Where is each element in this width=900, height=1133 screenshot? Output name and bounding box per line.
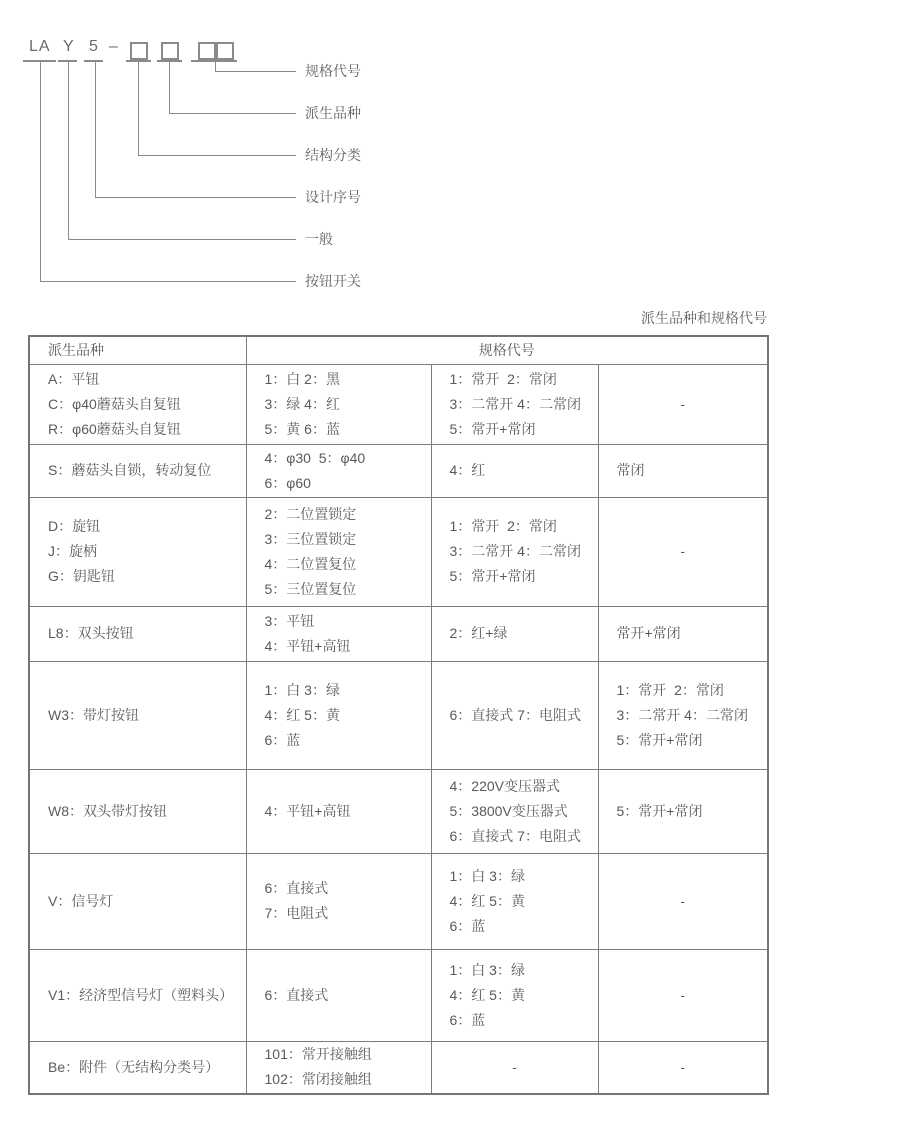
- variety-cell: [29, 444, 246, 497]
- table-row: [29, 364, 768, 444]
- table-row: [29, 661, 768, 769]
- cell-line: 3：二常开 4：二常闭: [616, 706, 748, 723]
- cell-line: W8：双头带灯按钮: [48, 802, 167, 819]
- cell-line: -: [680, 395, 686, 412]
- cell-line: 6：蓝: [449, 917, 486, 934]
- table-row: [29, 949, 768, 1041]
- cell-line: 5：常开+常闭: [449, 420, 536, 437]
- cell-line: 102：常闭接触组: [264, 1071, 372, 1088]
- spec-cell: [431, 949, 598, 1041]
- cell-line: C：φ40蘑菇头自复钮: [48, 395, 181, 412]
- table-row: [29, 1041, 768, 1094]
- label-push-button: 按钮开关: [305, 273, 361, 289]
- cell-line: A：平钮: [48, 370, 100, 387]
- cell-line: 4：二位置复位: [264, 555, 357, 572]
- spec-cell: [246, 497, 431, 606]
- cell-line: 3：三位置锁定: [264, 530, 357, 547]
- spec-cell: [598, 949, 768, 1041]
- spec-cell: [246, 949, 431, 1041]
- code-series: Y: [63, 38, 75, 55]
- spec-cell: [431, 769, 598, 853]
- cell-line: 5：3800V变压器式: [449, 802, 568, 819]
- spec-cell: [598, 661, 768, 769]
- label-structure-class: 结构分类: [305, 147, 361, 163]
- code-design-number: 5: [89, 38, 99, 55]
- label-spec-code: 规格代号: [305, 63, 361, 79]
- spec-cell: [431, 364, 598, 444]
- cell-line: 5：黄 6：蓝: [264, 420, 340, 437]
- cell-line: 101：常开接触组: [264, 1046, 372, 1063]
- table-row: [29, 497, 768, 606]
- cell-line: 4：平钮+高钮: [264, 802, 351, 819]
- cell-line: 3：二常开 4：二常闭: [449, 395, 581, 412]
- spec-cell: [431, 497, 598, 606]
- connector-push-button: [40, 62, 296, 282]
- cell-line: J：旋柄: [48, 543, 97, 559]
- variety-cell: [29, 853, 246, 949]
- cell-line: 4：红 5：黄: [264, 706, 340, 723]
- spec-cell: [431, 444, 598, 497]
- cell-line: S：蘑菇头自锁，转动复位: [48, 462, 212, 478]
- cell-line: L8：双头按钮: [48, 625, 134, 641]
- label-general: 一般: [305, 231, 333, 247]
- spec-cell: [246, 444, 431, 497]
- spec-cell: [598, 606, 768, 661]
- cell-line: 4：220V变压器式: [449, 777, 560, 794]
- cell-line: 常开+常闭: [616, 625, 681, 641]
- cell-line: Be：附件（无结构分类号）: [48, 1058, 220, 1075]
- cell-line: 3：二常开 4：二常闭: [449, 543, 581, 559]
- spec-cell: [598, 444, 768, 497]
- spec-cell: [431, 1041, 598, 1094]
- cell-line: 6：蓝: [264, 731, 301, 748]
- cell-line: 1：白 2：黑: [264, 370, 340, 387]
- spec-cell: [431, 661, 598, 769]
- variety-cell: [29, 661, 246, 769]
- cell-line: 6：直接式: [264, 986, 329, 1003]
- table-row: [29, 769, 768, 853]
- variety-cell: [29, 364, 246, 444]
- label-derived-variety: 派生品种: [305, 105, 361, 121]
- table-row: [29, 606, 768, 661]
- cell-line: G：钥匙钮: [48, 568, 115, 584]
- spec-cell: [598, 853, 768, 949]
- label-design-serial: 设计序号: [305, 189, 361, 205]
- cell-line: 5：三位置复位: [264, 580, 357, 597]
- cell-line: -: [680, 892, 686, 909]
- cell-line: V：信号灯: [48, 892, 114, 909]
- cell-line: D：旋钮: [48, 518, 101, 534]
- code-box-structure: [130, 42, 148, 60]
- cell-line: 3：平钮: [264, 612, 315, 629]
- cell-line: -: [680, 543, 686, 559]
- cell-line: 7：电阻式: [264, 905, 329, 921]
- cell-line: 3：绿 4：红: [264, 395, 340, 412]
- model-code-diagram: [0, 0, 900, 300]
- spec-cell: [246, 364, 431, 444]
- spec-cell: [246, 606, 431, 661]
- spec-cell: [598, 497, 768, 606]
- cell-line: 6：直接式: [264, 880, 329, 896]
- spec-cell: [598, 1041, 768, 1094]
- table-header-row: [29, 336, 768, 364]
- header-derived-variety: 派生品种: [29, 336, 246, 364]
- cell-line: 5：常开+常闭: [449, 568, 536, 584]
- cell-line: 1：白 3：绿: [264, 681, 340, 698]
- spec-cell: [246, 769, 431, 853]
- table-row: [29, 853, 768, 949]
- cell-line: -: [680, 986, 686, 1003]
- cell-line: 4：φ30 5：φ40: [264, 449, 366, 466]
- cell-line: -: [680, 1058, 686, 1075]
- cell-line: 4：红: [449, 462, 486, 478]
- cell-line: 5：常开+常闭: [616, 731, 703, 748]
- cell-line: 4：平钮+高钮: [264, 637, 351, 654]
- code-box-spec-2: [216, 42, 234, 60]
- cell-line: -: [512, 1058, 517, 1075]
- cell-line: 1：常开 2：常闭: [616, 681, 724, 698]
- spec-table: [28, 335, 769, 1095]
- header-spec-code: 规格代号: [246, 336, 768, 364]
- spec-cell: [431, 606, 598, 661]
- cell-line: W3：带灯按钮: [48, 706, 139, 723]
- cell-line: 常闭: [616, 462, 645, 478]
- spec-cell: [431, 853, 598, 949]
- code-box-variety: [161, 42, 179, 60]
- cell-line: 4：红 5：黄: [449, 986, 525, 1003]
- spec-cell: [246, 1041, 431, 1094]
- cell-line: 2：红+绿: [449, 625, 508, 641]
- variety-cell: [29, 949, 246, 1041]
- table-row: [29, 444, 768, 497]
- variety-cell: [29, 769, 246, 853]
- spec-cell: [598, 364, 768, 444]
- cell-line: 2：二位置锁定: [264, 505, 357, 522]
- cell-line: 5：常开+常闭: [616, 802, 703, 819]
- cell-line: 6：φ60: [264, 474, 311, 491]
- cell-line: 1：常开 2：常闭: [449, 518, 557, 534]
- code-prefix: LA: [29, 38, 51, 55]
- code-box-spec-1: [198, 42, 216, 60]
- table-title: 派生品种和规格代号: [641, 310, 767, 326]
- cell-line: 1：白 3：绿: [449, 961, 525, 978]
- cell-line: 6：蓝: [449, 1011, 486, 1028]
- code-dash: –: [109, 38, 119, 55]
- variety-cell: [29, 497, 246, 606]
- cell-line: V1：经济型信号灯（塑料头）: [48, 986, 234, 1003]
- cell-line: R：φ60蘑菇头自复钮: [48, 420, 181, 437]
- variety-cell: [29, 606, 246, 661]
- cell-line: 4：红 5：黄: [449, 892, 525, 909]
- spec-cell: [246, 661, 431, 769]
- cell-line: 1：白 3：绿: [449, 867, 525, 884]
- spec-cell: [598, 769, 768, 853]
- variety-cell: [29, 1041, 246, 1094]
- cell-line: 6：直接式 7：电阻式: [449, 827, 581, 844]
- spec-cell: [246, 853, 431, 949]
- cell-line: 6：直接式 7：电阻式: [449, 706, 581, 723]
- cell-line: 1：常开 2：常闭: [449, 370, 557, 387]
